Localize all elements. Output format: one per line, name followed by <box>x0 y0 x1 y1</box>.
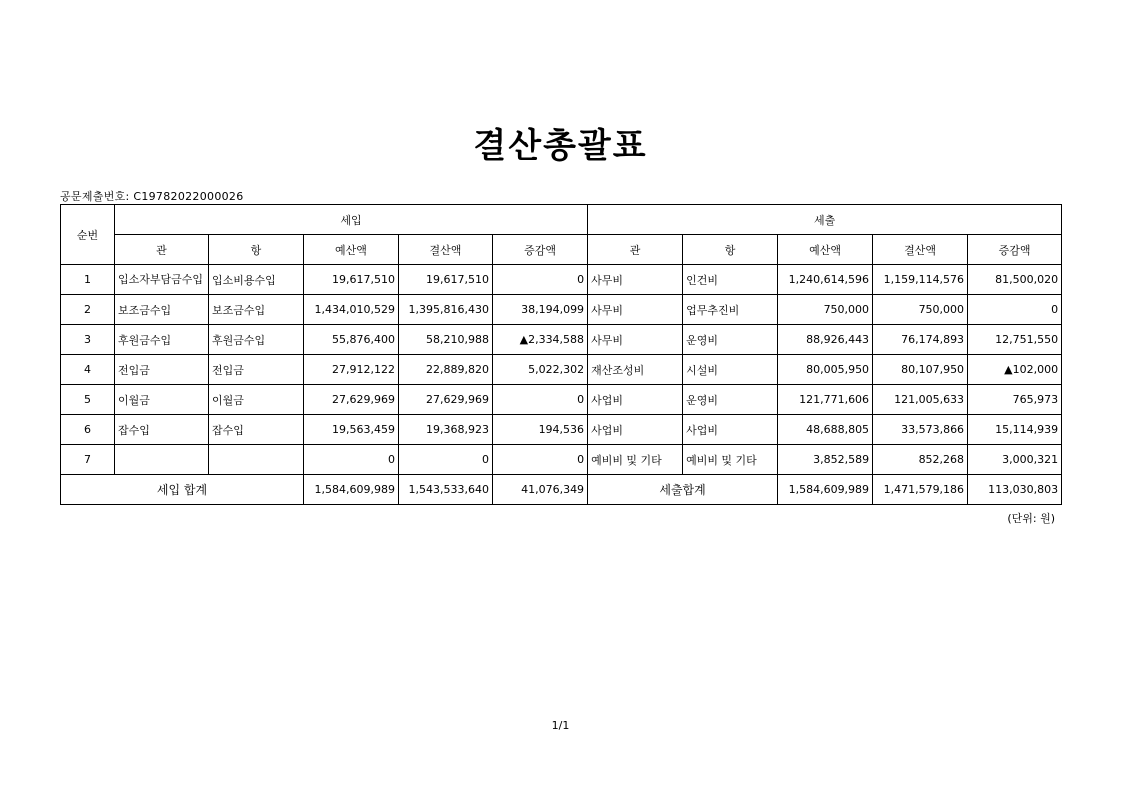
income-gwan <box>115 445 209 475</box>
doc-number-value: C19782022000026 <box>133 190 244 203</box>
income-gwan: 전입금 <box>115 355 209 385</box>
table-row <box>61 265 1062 295</box>
income-change: 0 <box>493 385 588 415</box>
expense-hang: 사업비 <box>683 415 778 445</box>
page-indicator: 1/1 <box>551 719 570 732</box>
header-income-budget: 예산액 <box>304 235 399 265</box>
income-change: 38,194,099 <box>493 295 588 325</box>
income-change: 5,022,302 <box>493 355 588 385</box>
expense-hang: 운영비 <box>683 325 778 355</box>
income-hang: 후원금수입 <box>209 325 304 355</box>
table-row <box>61 295 1062 325</box>
header-expense-change: 증감액 <box>968 235 1062 265</box>
income-total-settled: 1,543,533,640 <box>399 475 493 505</box>
table-row <box>61 325 1062 355</box>
unit-note: (단위: 원) <box>1007 512 1055 525</box>
row-no: 3 <box>61 325 115 355</box>
income-gwan: 보조금수입 <box>115 295 209 325</box>
header-income-hang: 항 <box>209 235 304 265</box>
income-budget: 19,617,510 <box>304 265 399 295</box>
income-total-label: 세입 합계 <box>61 475 304 505</box>
expense-settled: 80,107,950 <box>873 355 968 385</box>
income-hang: 보조금수입 <box>209 295 304 325</box>
expense-change: ▲102,000 <box>968 355 1062 385</box>
income-settled: 19,617,510 <box>399 265 493 295</box>
header-no: 순번 <box>61 205 115 265</box>
expense-hang: 운영비 <box>683 385 778 415</box>
expense-budget: 121,771,606 <box>778 385 873 415</box>
totals-row <box>61 475 1062 505</box>
expense-budget: 1,240,614,596 <box>778 265 873 295</box>
header-expense: 세출 <box>588 205 1062 235</box>
row-no: 4 <box>61 355 115 385</box>
table-row <box>61 415 1062 445</box>
expense-change: 81,500,020 <box>968 265 1062 295</box>
expense-total-budget: 1,584,609,989 <box>778 475 873 505</box>
income-gwan: 후원금수입 <box>115 325 209 355</box>
expense-budget: 48,688,805 <box>778 415 873 445</box>
expense-gwan: 사업비 <box>588 385 683 415</box>
row-no: 1 <box>61 265 115 295</box>
income-change: 194,536 <box>493 415 588 445</box>
page-title: 결산총괄표 <box>473 126 648 166</box>
income-hang <box>209 445 304 475</box>
settlement-summary-table <box>60 204 1062 505</box>
header-expense-gwan: 관 <box>588 235 683 265</box>
table-row <box>61 445 1062 475</box>
income-change: 0 <box>493 265 588 295</box>
income-gwan: 잡수입 <box>115 415 209 445</box>
expense-settled: 852,268 <box>873 445 968 475</box>
expense-budget: 88,926,443 <box>778 325 873 355</box>
doc-number-line <box>60 188 244 204</box>
income-gwan: 이월금 <box>115 385 209 415</box>
expense-gwan: 재산조성비 <box>588 355 683 385</box>
income-hang: 이월금 <box>209 385 304 415</box>
expense-total-settled: 1,471,579,186 <box>873 475 968 505</box>
income-change: 0 <box>493 445 588 475</box>
expense-change: 15,114,939 <box>968 415 1062 445</box>
doc-number-label: 공문제출번호: <box>60 190 130 203</box>
header-income-gwan: 관 <box>115 235 209 265</box>
table-row <box>61 355 1062 385</box>
income-budget: 27,912,122 <box>304 355 399 385</box>
expense-settled: 750,000 <box>873 295 968 325</box>
expense-hang: 예비비 및 기타 <box>683 445 778 475</box>
row-no: 2 <box>61 295 115 325</box>
row-no: 6 <box>61 415 115 445</box>
row-no: 7 <box>61 445 115 475</box>
expense-gwan: 사업비 <box>588 415 683 445</box>
income-total-budget: 1,584,609,989 <box>304 475 399 505</box>
expense-settled: 1,159,114,576 <box>873 265 968 295</box>
income-budget: 1,434,010,529 <box>304 295 399 325</box>
header-income-settled: 결산액 <box>399 235 493 265</box>
expense-gwan: 사무비 <box>588 295 683 325</box>
income-settled: 0 <box>399 445 493 475</box>
header-row-group <box>61 205 1062 235</box>
income-change: ▲2,334,588 <box>493 325 588 355</box>
income-settled: 27,629,969 <box>399 385 493 415</box>
income-budget: 27,629,969 <box>304 385 399 415</box>
income-settled: 22,889,820 <box>399 355 493 385</box>
income-total-change: 41,076,349 <box>493 475 588 505</box>
header-income: 세입 <box>115 205 588 235</box>
expense-total-change: 113,030,803 <box>968 475 1062 505</box>
income-hang: 잡수입 <box>209 415 304 445</box>
expense-total-label: 세출합계 <box>588 475 778 505</box>
income-settled: 1,395,816,430 <box>399 295 493 325</box>
expense-change: 0 <box>968 295 1062 325</box>
expense-budget: 750,000 <box>778 295 873 325</box>
header-expense-settled: 결산액 <box>873 235 968 265</box>
income-settled: 58,210,988 <box>399 325 493 355</box>
expense-hang: 인건비 <box>683 265 778 295</box>
expense-hang: 업무추진비 <box>683 295 778 325</box>
expense-budget: 3,852,589 <box>778 445 873 475</box>
expense-gwan: 예비비 및 기타 <box>588 445 683 475</box>
income-hang: 전입금 <box>209 355 304 385</box>
expense-gwan: 사무비 <box>588 325 683 355</box>
expense-budget: 80,005,950 <box>778 355 873 385</box>
income-settled: 19,368,923 <box>399 415 493 445</box>
expense-hang: 시설비 <box>683 355 778 385</box>
table-row <box>61 385 1062 415</box>
income-gwan: 입소자부담금수입 <box>115 265 209 295</box>
row-no: 5 <box>61 385 115 415</box>
header-expense-hang: 항 <box>683 235 778 265</box>
expense-settled: 76,174,893 <box>873 325 968 355</box>
income-budget: 19,563,459 <box>304 415 399 445</box>
expense-change: 765,973 <box>968 385 1062 415</box>
header-expense-budget: 예산액 <box>778 235 873 265</box>
expense-settled: 121,005,633 <box>873 385 968 415</box>
header-income-change: 증감액 <box>493 235 588 265</box>
income-budget: 0 <box>304 445 399 475</box>
expense-change: 12,751,550 <box>968 325 1062 355</box>
expense-gwan: 사무비 <box>588 265 683 295</box>
income-budget: 55,876,400 <box>304 325 399 355</box>
expense-settled: 33,573,866 <box>873 415 968 445</box>
expense-change: 3,000,321 <box>968 445 1062 475</box>
header-row-sub <box>61 235 1062 265</box>
income-hang: 입소비용수입 <box>209 265 304 295</box>
